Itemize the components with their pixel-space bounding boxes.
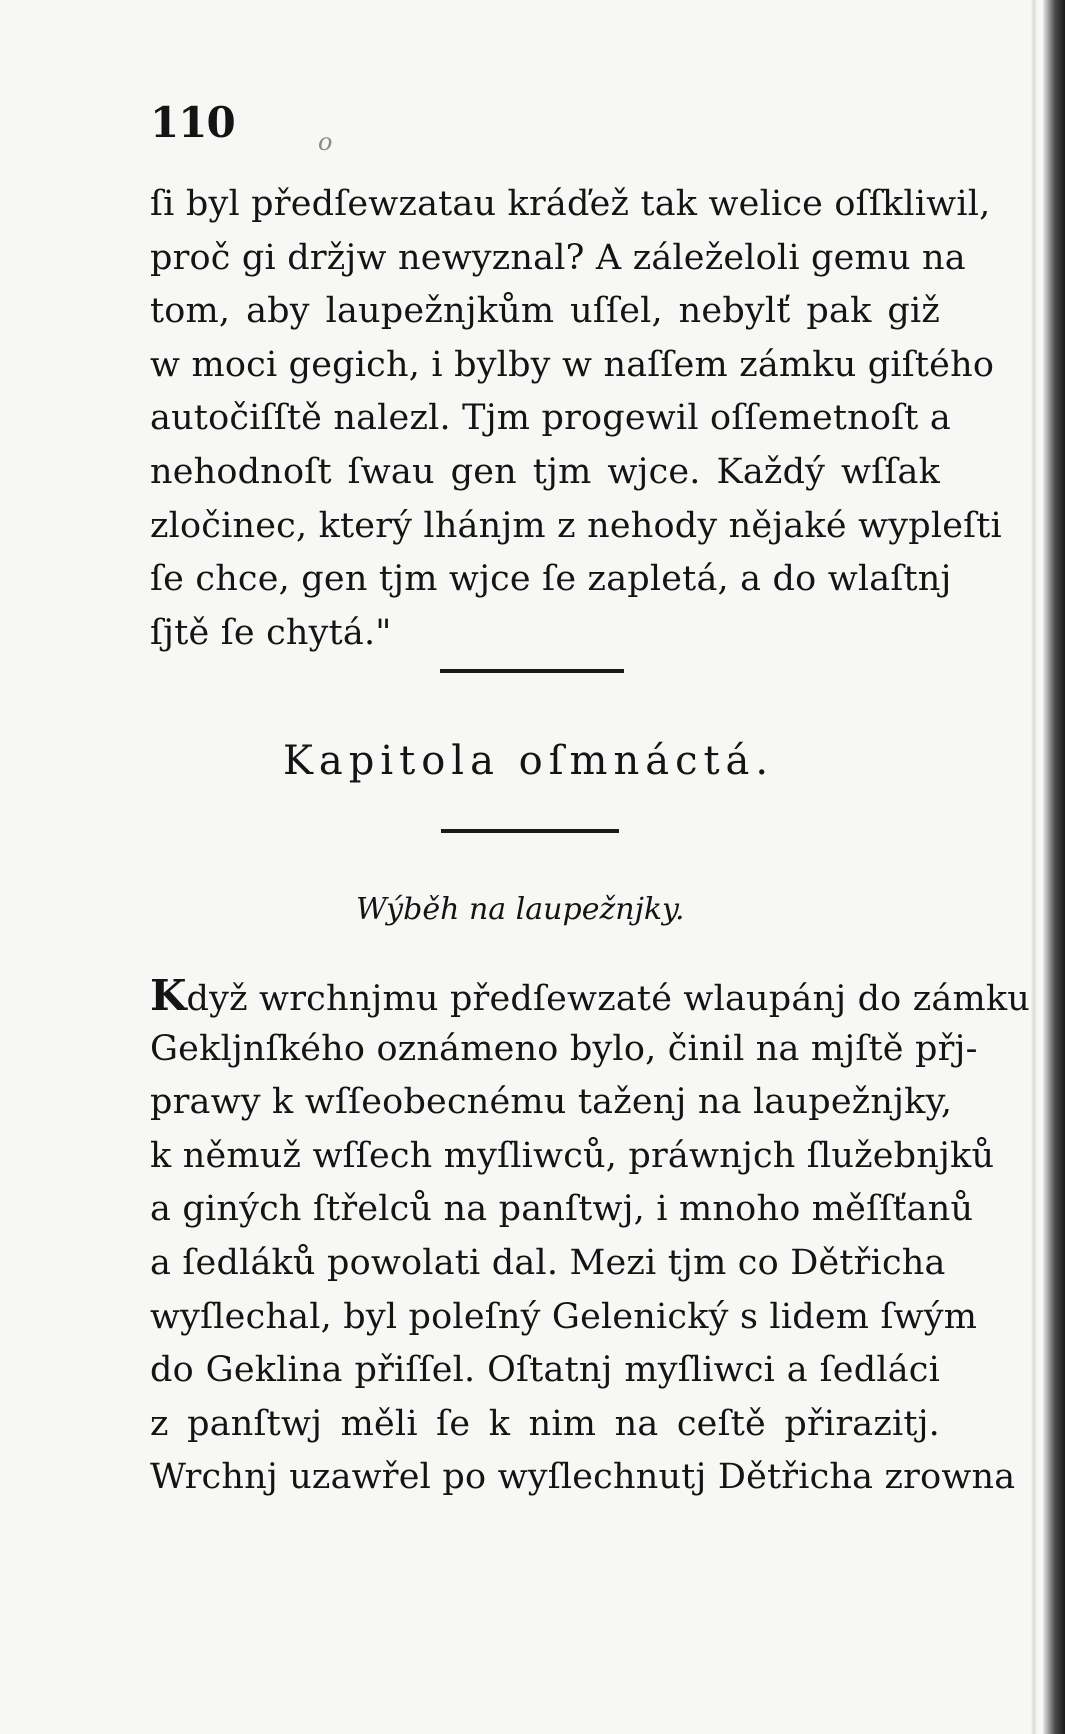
- drop-initial: K: [150, 971, 187, 1020]
- text-line: ſi byl předſewzatau kráďež tak welice oſſkliwil,: [150, 184, 991, 224]
- text-line-first-rest: dyž wrchnjmu předſewzaté wlaupánj do zámku: [186, 979, 1031, 1019]
- chapter-heading: Kapitola oſmnáctá.: [283, 738, 775, 784]
- text-line: w moci gegich, i bylby w naſſem zámku giſtého: [150, 344, 995, 385]
- divider-rule-top: [440, 669, 624, 673]
- text-line: tom, aby laupežnjkům uſſel, nebylť pak giž: [150, 291, 940, 332]
- paragraph-continued: [150, 178, 1002, 660]
- text-line: Wrchnj uzawřel po wyſlechnutj Dětřicha zrowna: [150, 1457, 1016, 1498]
- text-line: ſjtě ſe chytá.": [150, 612, 392, 653]
- page-fold-shadow: [1031, 0, 1037, 1734]
- text-line: Gekljnſkého oznámeno bylo, činil na mjſtě přj-: [150, 1028, 978, 1069]
- text-line: wyſlechal, byl poleſný Gelenický s lidem ſwým: [150, 1296, 978, 1337]
- paragraph-chapter-start: [150, 969, 1031, 1505]
- divider-rule-bottom: [441, 829, 619, 833]
- text-line: a ſedláků powolati dal. Mezi tjm co Dětřicha: [150, 1242, 946, 1283]
- text-line: zločinec, který lhánjm z nehody nějaké wypleſti: [150, 505, 1002, 546]
- text-line: autočiſſtě nalezl. Tjm progewil oſſemetnoſt a: [150, 398, 951, 439]
- text-line: a giných ſtřelců na panſtwj, i mnoho měſſťanů: [150, 1189, 974, 1230]
- text-line: nehodnoſt ſwau gen tjm wjce. Každý wſſak: [150, 451, 940, 492]
- text-line: proč gi držjw newyznal? A záleželoli gemu na: [150, 237, 966, 278]
- text-line: ſe chce, gen tjm wjce ſe zapletá, a do wlaſtnj: [150, 559, 952, 600]
- margin-pencil-mark: o: [318, 128, 333, 156]
- text-line-first: [150, 969, 1031, 1023]
- text-line: do Geklina přiſſel. Oſtatnj myſliwci a ſedláci: [150, 1350, 940, 1391]
- text-line: z panſtwj měli ſe k nim na ceſtě přirazitj.: [150, 1403, 940, 1444]
- text-line: prawy k wſſeobecnému taženj na laupežnjky,: [150, 1082, 953, 1123]
- text-line: k němuž wſſech myſliwců, práwnjch ſlužebnjků: [150, 1135, 995, 1176]
- chapter-subtitle: Wýběh na laupežnjky.: [356, 892, 685, 927]
- page-number: 110: [150, 98, 235, 147]
- book-spine-edge: [1043, 0, 1065, 1734]
